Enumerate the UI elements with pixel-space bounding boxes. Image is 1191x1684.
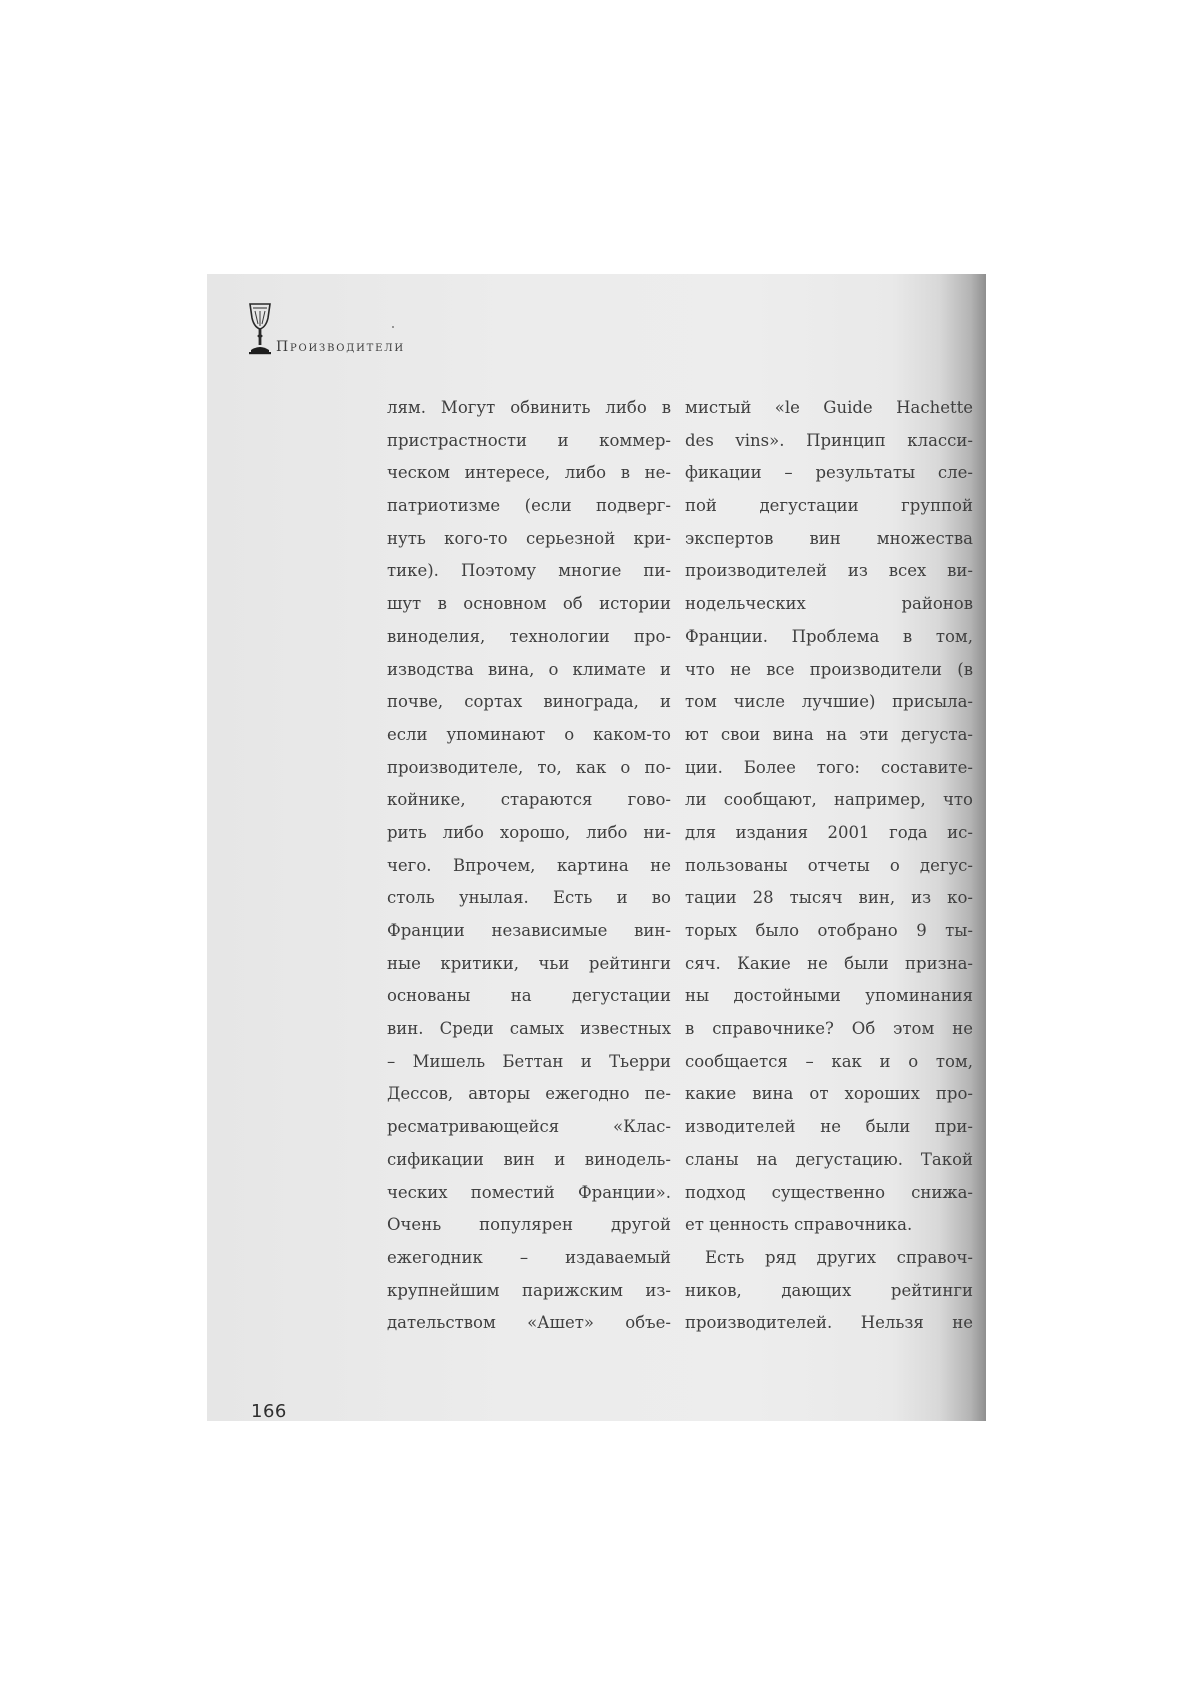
text-line: крупнейшим парижским из- [387, 1280, 671, 1300]
text-line: пристрастности и коммер- [387, 430, 671, 450]
text-line: ют свои вина на эти дегуста- [685, 724, 973, 744]
text-line: тации 28 тысяч вин, из ко- [685, 888, 973, 908]
text-line: ческом интересе, либо в не- [387, 463, 671, 483]
text-line: лям. Могут обвинить либо в [387, 398, 671, 417]
section-title: Производители [276, 339, 405, 355]
text-line: ческих поместий Франции». [387, 1182, 671, 1202]
text-line: Франции. Проблема в том, [685, 626, 973, 646]
text-line: том числе лучшие) присыла- [685, 692, 973, 712]
text-line: что не все производители (в [685, 659, 973, 679]
text-line: экспертов вин множества [685, 528, 973, 548]
text-line: сификации вин и винодель- [387, 1149, 671, 1169]
text-line: чего. Впрочем, картина не [387, 855, 671, 875]
text-line: ет ценность справочника. [685, 1215, 913, 1235]
text-line: дательством «Ашет» объе- [387, 1313, 671, 1333]
text-line: почве, сортах винограда, и [387, 692, 671, 712]
text-line: нодельческих районов [685, 594, 973, 614]
text-line: Франции независимые вин- [387, 921, 671, 940]
text-line: ные критики, чьи рейтинги [387, 953, 671, 973]
text-line: производителей из всех ви- [685, 561, 973, 581]
text-line: ции. Более того: составите- [685, 757, 973, 777]
text-line: ников, дающих рейтинги [685, 1280, 973, 1300]
text-line: столь унылая. Есть и во [387, 888, 671, 908]
text-line: если упоминают о каком-то [387, 724, 671, 744]
text-line: шут в основном об истории [387, 594, 671, 614]
text-line: вин. Среди самых известных [387, 1019, 671, 1039]
text-line: рить либо хорошо, либо ни- [387, 822, 671, 842]
wine-glass-icon [247, 302, 273, 356]
text-line: пользованы отчеты о дегус- [685, 855, 973, 875]
text-line: подход существенно снижа- [685, 1182, 973, 1202]
text-line: какие вина от хороших про- [685, 1084, 973, 1104]
text-line: патриотизме (если подверг- [387, 496, 671, 516]
text-line: ны достойными упоминания [685, 986, 973, 1006]
text-line: производителе, то, как о по- [387, 757, 671, 777]
text-line: тике). Поэтому многие пи- [387, 561, 671, 581]
scanned-page [207, 274, 986, 1421]
text-line: Дессов, авторы ежегодно пе- [387, 1084, 671, 1104]
text-line: виноделия, технологии про- [387, 626, 671, 646]
text-line: нуть кого-то серьезной кри- [387, 528, 671, 548]
text-line: изводства вина, о климате и [387, 659, 671, 679]
text-line: в справочнике? Об этом не [685, 1019, 973, 1039]
text-line: основаны на дегустации [387, 986, 671, 1006]
text-line: пой дегустации группой [685, 496, 973, 516]
text-line: койнике, стараются гово- [387, 790, 671, 810]
text-line: торых было отобрано 9 ты- [685, 921, 973, 940]
text-line: ежегодник – издаваемый [387, 1247, 671, 1267]
text-line: для издания 2001 года ис- [685, 822, 973, 842]
text-line: производителей. Нельзя не [685, 1313, 973, 1333]
text-line: сообщается – как и о том, [685, 1051, 973, 1071]
text-column-right [685, 392, 973, 1340]
text-line: des vins». Принцип класси- [685, 430, 973, 450]
text-line: ли сообщают, например, что [685, 790, 973, 810]
text-line: Очень популярен другой [387, 1215, 671, 1235]
text-line: Есть ряд других справоч- [705, 1247, 973, 1267]
text-line: сланы на дегустацию. Такой [685, 1149, 973, 1169]
text-line: фикации – результаты сле- [685, 463, 973, 483]
text-line: мистый «le Guide Hachette [685, 398, 973, 417]
text-column-left [387, 392, 671, 1340]
text-line: сяч. Какие не были призна- [685, 953, 973, 973]
scan-speck [392, 326, 394, 328]
text-line: – Мишель Беттан и Тьерри [387, 1051, 671, 1071]
page-number: 166 [251, 1401, 287, 1421]
running-header [247, 296, 405, 356]
text-line: изводителей не были при- [685, 1117, 973, 1137]
text-line: ресматривающейся «Клас- [387, 1117, 671, 1137]
